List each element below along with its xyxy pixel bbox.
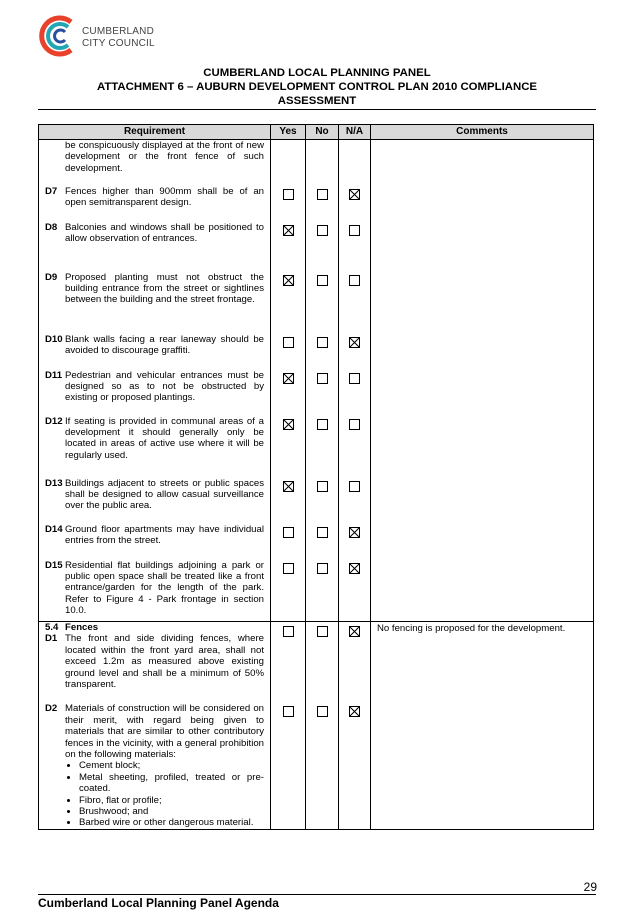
requirement-cell [39,416,271,478]
col-no: No [306,125,339,140]
requirement-code: D14 [45,523,63,535]
no-checkbox[interactable] [317,626,328,637]
footer-title: Cumberland Local Planning Panel Agenda [38,896,279,910]
requirement-code: D2 [45,703,58,715]
yes-cell [271,478,306,524]
requirement-code: D13 [45,477,63,489]
table-row [39,222,594,272]
table-row [39,186,594,222]
yes-cell [271,560,306,622]
comment-cell [371,370,594,416]
requirement-cell [39,560,271,622]
no-checkbox[interactable] [317,225,328,236]
table-row [39,524,594,560]
requirement-code: D12 [45,415,63,427]
footer-rule [38,894,596,895]
comment-cell [371,524,594,560]
no-cell [306,272,339,334]
council-logo [38,12,188,60]
bullet-item: • Fibro, flat or profile; [79,795,264,806]
logo-text [82,26,155,50]
yes-checkbox[interactable] [283,419,294,430]
yes-checkbox[interactable] [283,275,294,286]
na-checkbox[interactable] [349,189,360,200]
yes-checkbox[interactable] [283,626,294,637]
yes-checkbox[interactable] [283,706,294,717]
col-yes: Yes [271,125,306,140]
requirement-text: Buildings adjacent to streets or public spaces shall be designed to allow casual surveillance over the public area. [65,477,264,512]
table-header-row [39,125,594,140]
table-row [39,140,594,186]
na-cell [339,560,371,622]
no-cell [306,524,339,560]
comment-cell [371,222,594,272]
bullet-list [65,760,264,828]
bullet-item: • Barbed wire or other dangerous material. [79,817,264,828]
no-cell [306,370,339,416]
logo-line1: CUMBERLAND [82,26,155,37]
requirement-text: Proposed planting must not obstruct the building entrance from the street or sightlines between the building and the street frontage. [65,271,264,306]
header-line1: CUMBERLAND LOCAL PLANNING PANEL [203,67,431,79]
yes-cell [271,222,306,272]
requirement-cell [39,222,271,272]
na-cell [339,186,371,222]
section-number: 5.4 [45,622,59,633]
no-checkbox[interactable] [317,527,328,538]
comment-cell [371,272,594,334]
bullet-item: • Cement block; [79,760,264,771]
requirement-code: D1 [45,633,58,645]
na-checkbox[interactable] [349,225,360,236]
no-checkbox[interactable] [317,275,328,286]
col-na: N/A [339,125,371,140]
section-title: Fences [65,622,99,633]
na-cell [339,524,371,560]
yes-checkbox[interactable] [283,337,294,348]
bullet-item: • Metal sheeting, profiled, treated or pre-coated. [79,772,264,795]
requirement-text: The front and side dividing fences, where located within the front yard area, shall not exceed 1.2m as measured above existing ground level and shall be a minimum of 50% transparent. [65,633,264,691]
requirement-text: Fences higher than 900mm shall be of an open semitransparent design. [65,185,264,208]
requirement-text: Pedestrian and vehicular entrances must be designed so as to not be obstructed by existing or proposed plantings. [65,369,264,404]
document-header [38,66,596,108]
table-row [39,416,594,478]
yes-checkbox[interactable] [283,189,294,200]
requirement-text: If seating is provided in communal areas of a development it should generally only be located in areas of active use where it will be regularly used. [65,415,264,461]
bullet-item: • Brushwood; and [79,806,264,817]
na-cell [339,334,371,370]
na-cell [339,370,371,416]
requirement-text: be conspicuously displayed at the front of new development or the front fence of such development. [65,140,264,174]
header-line2: ATTACHMENT 6 – AUBURN DEVELOPMENT CONTROL PLAN 2010 COMPLIANCE [96,81,538,93]
na-cell [339,272,371,334]
requirement-cell [39,524,271,560]
yes-cell [271,370,306,416]
yes-cell [271,186,306,222]
na-cell [339,478,371,524]
na-checkbox[interactable] [349,706,360,717]
comment-text: No fencing is proposed for the development. [377,623,566,635]
na-cell [339,416,371,478]
requirement-code: D15 [45,559,63,571]
requirement-code [45,140,65,174]
requirement-cell [39,478,271,524]
no-cell [306,560,339,622]
comment-cell [371,334,594,370]
requirement-text: Materials of construction will be considered on their merit, with regard being given to materials that are similar to other contributory fences in the vicinity, with a general prohibition on the following materials: [65,703,264,761]
no-checkbox[interactable] [317,563,328,574]
na-checkbox[interactable] [349,373,360,384]
table-row [39,478,594,524]
na-checkbox[interactable] [349,419,360,430]
compliance-table [38,124,594,830]
requirement-cell [39,370,271,416]
no-cell [306,186,339,222]
council-logo-mark [38,14,82,58]
header-rule [38,109,596,110]
yes-cell [271,416,306,478]
requirement-cell [39,140,271,186]
yes-cell [271,140,306,186]
no-checkbox[interactable] [317,706,328,717]
yes-cell [271,272,306,334]
requirement-text: Ground floor apartments may have individual entries from the street. [65,523,264,546]
yes-checkbox[interactable] [283,563,294,574]
table-row [39,633,594,703]
comment-cell [371,416,594,478]
na-checkbox[interactable] [349,481,360,492]
no-cell [306,416,339,478]
requirement-code: D8 [45,221,58,233]
na-cell [339,140,371,186]
requirement-text: Blank walls facing a rear laneway should be avoided to discourage graffiti. [65,333,264,356]
yes-checkbox[interactable] [283,225,294,236]
requirement-code: D9 [45,271,58,283]
na-checkbox[interactable] [349,275,360,286]
table-row [39,370,594,416]
yes-cell [271,334,306,370]
na-checkbox[interactable] [349,563,360,574]
na-checkbox[interactable] [349,626,360,637]
table-body [39,140,594,830]
table-row [39,560,594,622]
table-row [39,703,594,829]
requirement-cell [39,186,271,222]
comment-cell [371,140,594,186]
no-cell [306,140,339,186]
comment-cell [371,560,594,622]
requirement-text: Balconies and windows shall be positioned to allow observation of entrances. [65,221,264,244]
page-number: 29 [583,880,597,894]
comment-cell [371,186,594,222]
no-checkbox[interactable] [317,481,328,492]
yes-checkbox[interactable] [283,373,294,384]
comment-cell [371,478,594,524]
yes-cell [271,524,306,560]
no-checkbox[interactable] [317,419,328,430]
requirement-code: D10 [45,333,63,345]
na-checkbox[interactable] [349,337,360,348]
col-requirement: Requirement [39,125,271,140]
table-row [39,272,594,334]
no-checkbox[interactable] [317,189,328,200]
logo-line2: CITY COUNCIL [82,38,155,49]
no-cell [306,478,339,524]
no-checkbox[interactable] [317,337,328,348]
no-cell [306,222,339,272]
requirement-text: Residential flat buildings adjoining a park or public open space shall be treated like a front entrance/garden for the length of the park. Refer to Figure 4 - Park frontage in section 10.0. [65,559,264,617]
requirement-code: D7 [45,185,58,197]
yes-checkbox[interactable] [283,481,294,492]
na-cell [339,222,371,272]
na-checkbox[interactable] [349,527,360,538]
requirement-cell [39,272,271,334]
requirement-code: D11 [45,369,63,381]
table-row [39,334,594,370]
no-cell [306,334,339,370]
header-line3: ASSESSMENT [277,95,357,107]
requirement-cell [39,334,271,370]
col-comments: Comments [371,125,594,140]
no-checkbox[interactable] [317,373,328,384]
yes-checkbox[interactable] [283,527,294,538]
